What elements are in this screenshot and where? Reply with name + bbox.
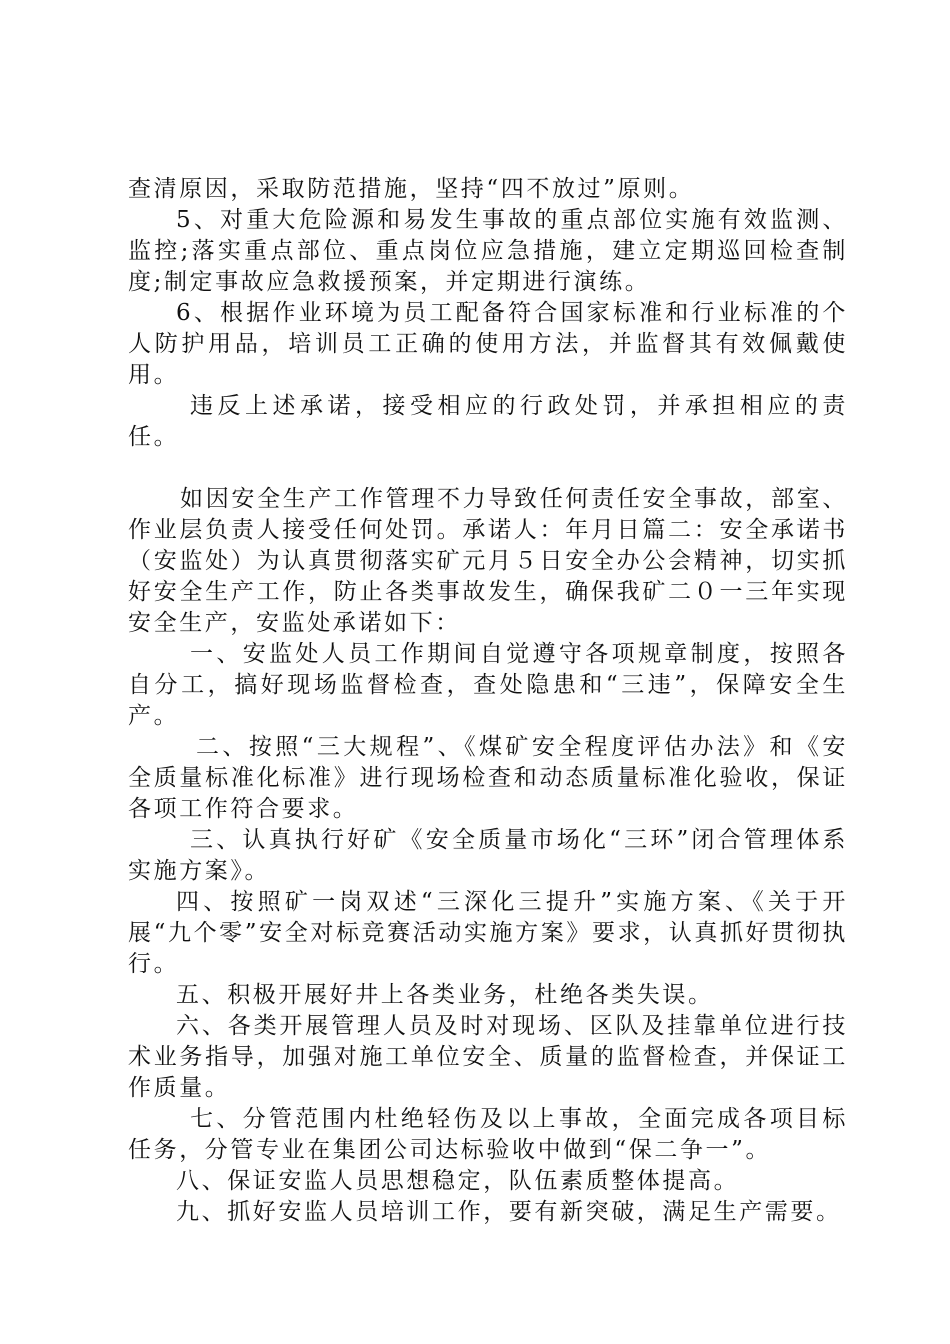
document-body [128, 174, 848, 1228]
paragraph-item-5: 5、对重大危险源和易发生事故的重点部位实施有效监测、监控;落实重点部位、重点岗位应急措施，建立定期巡回检查制度;制定事故应急救援预案，并定期进行演练。 [128, 207, 848, 295]
paragraph-item-four: 四、按照矿一岗双述“三深化三提升”实施方案、《关于开展“九个零”安全对标竞赛活动实施方案》要求，认真抓好贯彻执行。 [128, 889, 848, 977]
paragraph-spacer [128, 453, 848, 484]
paragraph-violation-clause: 违反上述承诺，接受相应的行政处罚，并承担相应的责任。 [128, 393, 848, 450]
paragraph-item-nine: 九、抓好安监人员培训工作，要有新突破，满足生产需要。 [176, 1199, 842, 1225]
paragraph-item-6: 6、根据作业环境为员工配备符合国家标准和行业标准的个人防护用品，培训员工正确的使用方法，并监督其有效佩戴使用。 [128, 300, 848, 388]
paragraph-commitment-intro: 如因安全生产工作管理不力导致任何责任安全事故，部室、作业层负责人接受任何处罚。承诺人：年月日篇二：安全承诺书（安监处）为认真贯彻落实矿元月５日安全办公会精神，切实抓好安全生产工作，防止各类事故发生，确保我矿二０一三年实现安全生产，安监处承诺如下： [128, 486, 848, 636]
paragraph-item-eight: 八、保证安监人员思想稳定，队伍素质整体提高。 [176, 1168, 740, 1194]
paragraph-item-three: 三、认真执行好矿《安全质量市场化“三环”闭合管理体系实施方案》。 [128, 827, 848, 884]
paragraph-item-six: 六、各类开展管理人员及时对现场、区队及挂靠单位进行技术业务指导，加强对施工单位安全、质量的监督检查，并保证工作质量。 [128, 1013, 848, 1101]
paragraph-1: 查清原因，采取防范措施，坚持“四不放过”原则。 [128, 176, 695, 202]
paragraph-item-one: 一、安监处人员工作期间自觉遵守各项规章制度，按照各自分工，搞好现场监督检查，查处隐患和“三违”，保障安全生产。 [128, 641, 848, 729]
paragraph-item-five: 五、积极开展好井上各类业务，杜绝各类失误。 [176, 982, 714, 1008]
paragraph-item-two: 二、按照“三大规程”、《煤矿安全程度评估办法》和《安全质量标准化标准》进行现场检查和动态质量标准化验收，保证各项工作符合要求。 [128, 734, 848, 822]
paragraph-item-seven: 七、分管范围内杜绝轻伤及以上事故，全面完成各项目标任务，分管专业在集团公司达标验收中做到“保二争一”。 [128, 1106, 848, 1163]
